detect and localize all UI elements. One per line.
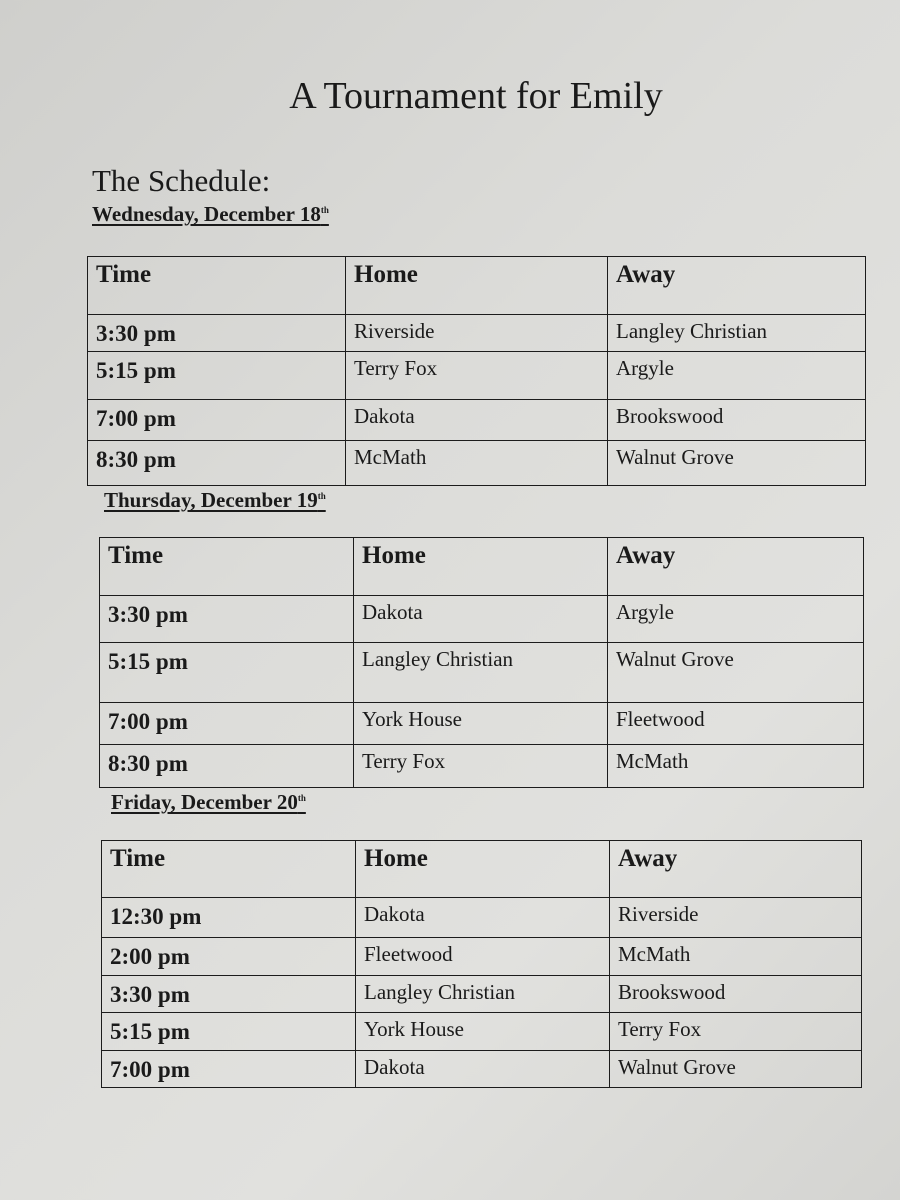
column-header-away: Away: [608, 538, 864, 596]
table-row: [88, 315, 866, 352]
home-team: Fleetwood: [356, 938, 610, 976]
game-time: 7:00 pm: [100, 703, 354, 745]
away-team: Brookswood: [608, 400, 866, 441]
day-label: Thursday, December 19: [104, 488, 318, 512]
table-row: [100, 745, 864, 788]
column-header-home: Home: [346, 257, 608, 315]
home-team: Dakota: [356, 898, 610, 938]
table-row: [102, 898, 862, 938]
away-team: Argyle: [608, 352, 866, 400]
table-row: [102, 1013, 862, 1051]
away-team: Brookswood: [610, 976, 862, 1013]
home-team: Langley Christian: [354, 643, 608, 703]
home-team: Terry Fox: [346, 352, 608, 400]
header-row: [100, 538, 864, 596]
away-team: Terry Fox: [610, 1013, 862, 1051]
day-suffix: th: [317, 491, 326, 501]
game-time: 7:00 pm: [102, 1051, 356, 1088]
day-suffix: th: [297, 793, 306, 803]
day-heading-thursday: [104, 488, 326, 513]
away-team: Argyle: [608, 596, 864, 643]
schedule-table-friday: [101, 840, 862, 1088]
away-team: Walnut Grove: [608, 441, 866, 486]
column-header-away: Away: [608, 257, 866, 315]
day-label: Friday, December 20: [111, 790, 298, 814]
home-team: York House: [354, 703, 608, 745]
home-team: Terry Fox: [354, 745, 608, 788]
column-header-away: Away: [610, 841, 862, 898]
away-team: Langley Christian: [608, 315, 866, 352]
home-team: Dakota: [354, 596, 608, 643]
schedule-table-thursday: [99, 537, 864, 788]
game-time: 8:30 pm: [100, 745, 354, 788]
home-team: Riverside: [346, 315, 608, 352]
header-row: [88, 257, 866, 315]
home-team: Dakota: [356, 1051, 610, 1088]
game-time: 3:30 pm: [102, 976, 356, 1013]
header-row: [102, 841, 862, 898]
schedule-table-wednesday: [87, 256, 866, 486]
away-team: Walnut Grove: [608, 643, 864, 703]
column-header-time: Time: [88, 257, 346, 315]
home-team: York House: [356, 1013, 610, 1051]
table-row: [88, 352, 866, 400]
home-team: Langley Christian: [356, 976, 610, 1013]
table-row: [100, 596, 864, 643]
document-title: A Tournament for Emily: [289, 75, 663, 117]
table-row: [100, 703, 864, 745]
table-row: [88, 441, 866, 486]
game-time: 7:00 pm: [88, 400, 346, 441]
away-team: Fleetwood: [608, 703, 864, 745]
table-row: [88, 400, 866, 441]
column-header-home: Home: [356, 841, 610, 898]
away-team: Walnut Grove: [610, 1051, 862, 1088]
away-team: McMath: [610, 938, 862, 976]
game-time: 3:30 pm: [100, 596, 354, 643]
table-row: [100, 643, 864, 703]
table-row: [102, 976, 862, 1013]
day-heading-friday: [111, 790, 306, 815]
home-team: Dakota: [346, 400, 608, 441]
column-header-time: Time: [100, 538, 354, 596]
game-time: 12:30 pm: [102, 898, 356, 938]
column-header-time: Time: [102, 841, 356, 898]
game-time: 5:15 pm: [102, 1013, 356, 1051]
day-heading-wednesday: [92, 202, 329, 227]
game-time: 5:15 pm: [100, 643, 354, 703]
away-team: Riverside: [610, 898, 862, 938]
day-suffix: th: [320, 205, 329, 215]
table-row: [102, 1051, 862, 1088]
column-header-home: Home: [354, 538, 608, 596]
home-team: McMath: [346, 441, 608, 486]
day-label: Wednesday, December 18: [92, 202, 321, 226]
schedule-heading: The Schedule:: [92, 163, 271, 198]
game-time: 2:00 pm: [102, 938, 356, 976]
game-time: 5:15 pm: [88, 352, 346, 400]
away-team: McMath: [608, 745, 864, 788]
game-time: 8:30 pm: [88, 441, 346, 486]
game-time: 3:30 pm: [88, 315, 346, 352]
table-row: [102, 938, 862, 976]
